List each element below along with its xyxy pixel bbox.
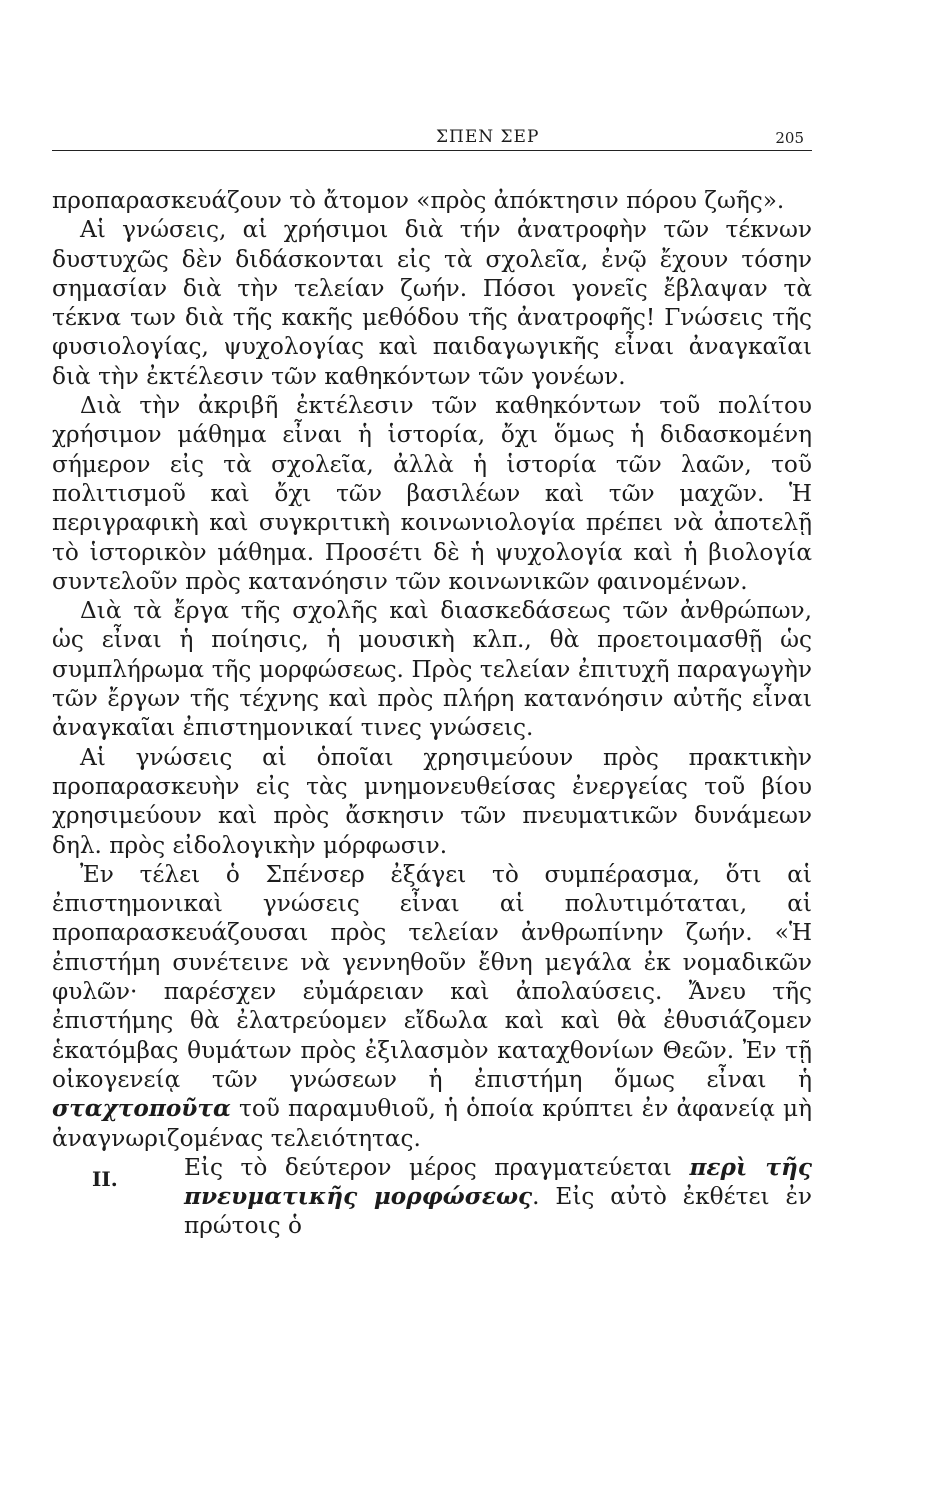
text-run: Εἰς τὸ δεύτερον μέρος πραγματεύεται xyxy=(184,1153,690,1181)
paragraph xyxy=(52,596,812,742)
text-run: Διὰ τὰ ἔργα τῆς σχολῆς καὶ διασκεδάσεως τῶν ἀνθρώπων, ὡς εἶναι ἡ ποίησις, ἡ μουσικὴ κλπ., θὰ προετοιμασθῇ ὡς συμπλήρωμα τῆς μορφώσεως. Πρὸς τελείαν ἐπιτυχῆ παραγωγὴν τῶν ἔργων τῆς τέχνης καὶ πρὸς πλήρη κατανόησιν αὐτῆς εἶναι ἀναγκαῖαι ἐπιστημονικαί τινες γνώσεις. xyxy=(52,597,812,742)
header-rule xyxy=(52,150,812,151)
text-run: τοῦ παραμυθιοῦ, ἡ ὁποία κρύπτει ἐν ἀφανείᾳ μὴ ἀναγνωριζομένας τελειότητας. xyxy=(52,1095,812,1152)
text-run: . Εἰς αὐτὸ ἐκθέτει ἐν πρώτοις ὁ xyxy=(184,1183,812,1240)
paragraph xyxy=(52,391,812,596)
paragraph xyxy=(52,186,812,215)
running-title: ΣΠΕΝ ΣΕΡ xyxy=(436,127,540,147)
section-ii xyxy=(52,1153,812,1241)
text-run: Ἐν τέλει ὁ Σπένσερ ἐξάγει τὸ συμπέρασμα, ὅτι αἱ ἐπιστημονικαὶ γνώσεις εἶναι αἱ πολυτιμόταται, αἱ προπαρασκευάζουσαι πρὸς τελείαν ἀνθρωπίνην ζωήν. «Ἡ ἐπιστήμη συνέτεινε νὰ γεννηθοῦν ἔθνη μεγάλα ἐκ νομαδικῶν φυλῶν· παρέσχεν εὐμάρειαν καὶ ἀπολαύσεις. Ἄνευ τῆς ἐπιστήμης θὰ ἐλατρεύομεν εἴδωλα καὶ καὶ θὰ ἐθυσιάζομεν ἑκατόμβας θυμάτων πρὸς ἐξιλασμὸν καταχθονίων Θεῶν. Ἐν τῇ οἰκογενείᾳ τῶν γνώσεων ἡ ἐπιστήμη ὅμως εἶναι ἡ xyxy=(52,860,812,1093)
page-number: 205 xyxy=(775,129,804,147)
paragraph xyxy=(52,215,812,391)
emphasis-run: σταχτοποῦτα xyxy=(52,1095,231,1123)
text-run: προπαρασκευάζουν τὸ ἄτομον «πρὸς ἀπόκτησιν πόρου ζωῆς». xyxy=(52,187,785,214)
emphasis-run: περὶ τῆς πνευματικῆς μορφώσεως xyxy=(184,1153,812,1211)
paragraph xyxy=(52,743,812,860)
text-run: Αἱ γνώσεις, αἱ χρήσιμοι διὰ τήν ἀνατροφὴν τῶν τέκνων δυστυχῶς δὲν διδάσκονται εἰς τὰ σχολεῖα, ἐνῷ ἔχουν τόσην σημασίαν διὰ τὴν τελείαν ζωήν. Πόσοι γονεῖς ἔβλαψαν τὰ τέκνα των διὰ τῆς κακῆς μεθόδου τῆς ἀνατροφῆς! Γνώσεις τῆς φυσιολογίας, ψυχολογίας καὶ παιδαγωγικῆς εἶναι ἀναγκαῖαι διὰ τὴν ἐκτέλεσιν τῶν καθηκόντων τῶν γονέων. xyxy=(52,216,812,390)
paragraph xyxy=(52,860,812,1153)
section-number: II. xyxy=(92,1166,118,1191)
text-run: Διὰ τὴν ἀκριβῆ ἐκτέλεσιν τῶν καθηκόντων τοῦ πολίτου χρήσιμον μάθημα εἶναι ἡ ἱστορία, ὄχι ὅμως ἡ διδασκομένη σήμερον εἰς τὰ σχολεῖα, ἀλλὰ ἡ ἱστορία τῶν λαῶν, τοῦ πολιτισμοῦ καὶ ὄχι τῶν βασιλέων καὶ τῶν μαχῶν. Ἡ περιγραφικὴ καὶ συγκριτικὴ κοινωνιολογία πρέπει νὰ ἀποτελῇ τὸ ἱστορικὸν μάθημα. Προσέτι δὲ ἡ ψυχολογία καὶ ἡ βιολογία συντελοῦν πρὸς κατανόησιν τῶν κοινωνικῶν φαινομένων. xyxy=(52,392,812,595)
section-paragraph xyxy=(52,1153,812,1241)
body-text xyxy=(52,186,812,1241)
text-run: Αἱ γνώσεις αἱ ὁποῖαι χρησιμεύουν πρὸς πρακτικὴν προπαρασκευὴν εἰς τὰς μνημονευθείσας ἐνεργείας τοῦ βίου χρησιμεύουν καὶ πρὸς ἄσκησιν τῶν πνευματικῶν δυνάμεων δηλ. πρὸς εἰδολογικὴν μόρφωσιν. xyxy=(52,743,812,859)
